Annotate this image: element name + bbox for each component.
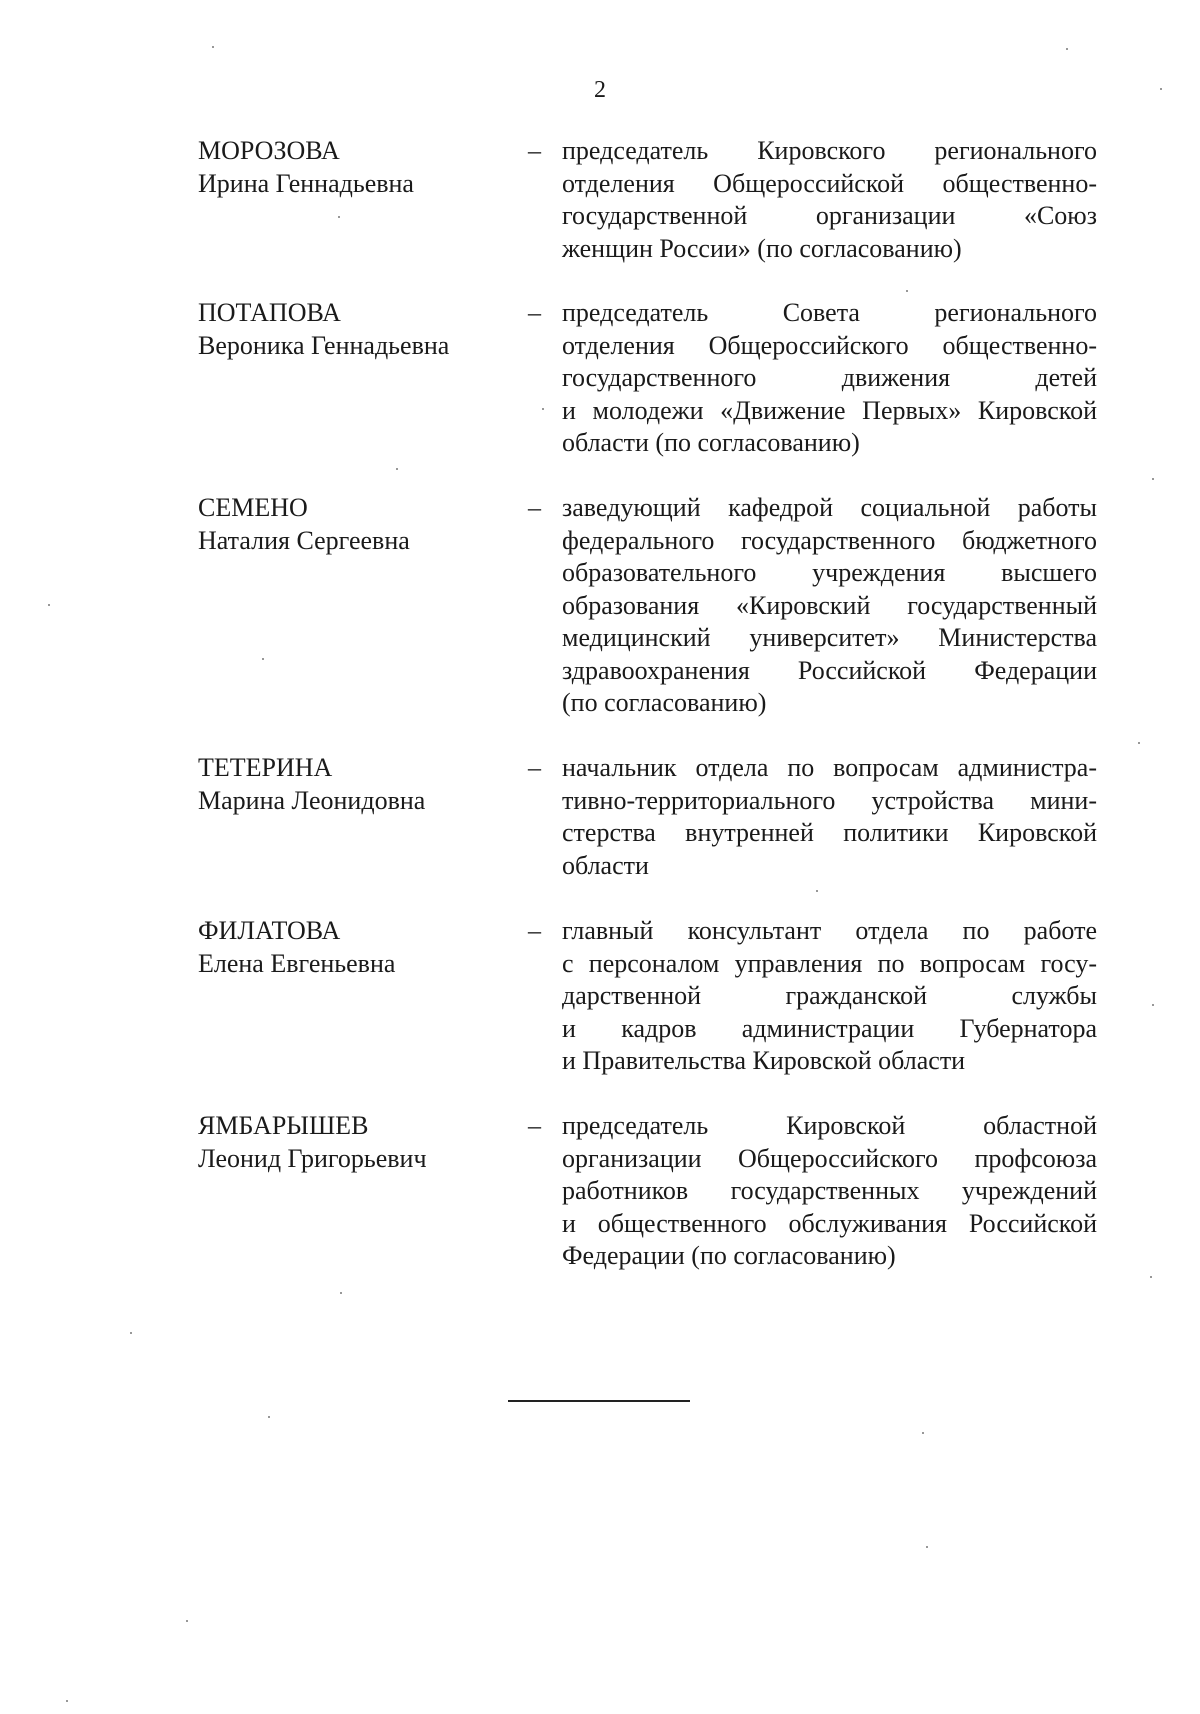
member-surname: ЯМБАРЫШЕВ xyxy=(198,1111,369,1140)
member-position xyxy=(562,492,1097,720)
scan-speck xyxy=(340,1292,342,1294)
member-name xyxy=(198,492,508,557)
member-given-names: Наталия Сергеевна xyxy=(198,525,410,555)
scan-speck xyxy=(262,658,264,660)
scan-speck xyxy=(66,1700,68,1702)
position-line: главный консультант отдела по работе xyxy=(562,916,1097,945)
position-line: женщин России» (по согласованию) xyxy=(562,233,962,263)
member-given-names: Леонид Григорьевич xyxy=(198,1143,427,1173)
position-line: с персоналом управления по вопросам госу- xyxy=(562,948,1097,978)
scan-speck xyxy=(186,1620,188,1622)
scan-speck xyxy=(338,216,340,218)
position-line: начальник отдела по вопросам администра- xyxy=(562,753,1097,782)
member-surname: ПОТАПОВА xyxy=(198,298,341,327)
scan-speck xyxy=(1152,1004,1154,1006)
position-line: (по согласованию) xyxy=(562,688,767,717)
position-line: председатель Кировской областной xyxy=(562,1111,1097,1140)
scan-speck xyxy=(542,408,544,410)
dash-separator: – xyxy=(528,1111,541,1140)
position-line: области (по согласованию) xyxy=(562,428,860,457)
member-name xyxy=(198,135,508,200)
scan-speck xyxy=(1160,88,1162,90)
position-line: государственного движения детей xyxy=(562,363,1097,392)
dash-separator: – xyxy=(528,493,541,522)
scan-speck xyxy=(926,1546,928,1548)
position-line: заведующий кафедрой социальной работы xyxy=(562,493,1097,522)
member-surname: СЕМЕНО xyxy=(198,493,308,522)
member-position xyxy=(562,752,1097,882)
member-position xyxy=(562,915,1097,1078)
scan-speck xyxy=(816,890,818,892)
scan-speck xyxy=(1066,48,1068,50)
member-name xyxy=(198,915,508,980)
position-line: Федерации (по согласованию) xyxy=(562,1241,896,1270)
member-given-names: Марина Леонидовна xyxy=(198,785,426,815)
member-surname: ФИЛАТОВА xyxy=(198,916,341,945)
position-line: и общественного обслуживания Российской xyxy=(562,1208,1097,1238)
scan-speck xyxy=(1152,478,1154,480)
dash-separator: – xyxy=(528,298,541,327)
member-name xyxy=(198,297,508,362)
position-line: и молодежи «Движение Первых» Кировской xyxy=(562,395,1097,425)
member-position xyxy=(562,1110,1097,1273)
scan-speck xyxy=(906,290,908,292)
member-name xyxy=(198,1110,508,1175)
position-line: дарственной гражданской службы xyxy=(562,981,1097,1010)
end-of-list-rule xyxy=(508,1400,690,1402)
position-line: государственной организации «Союз xyxy=(562,201,1097,230)
member-given-names: Ирина Геннадьевна xyxy=(198,168,414,198)
member-position xyxy=(562,297,1097,460)
scan-speck xyxy=(212,46,214,48)
position-line: председатель Кировского регионального xyxy=(562,136,1097,165)
position-line: отделения Общероссийского общественно- xyxy=(562,330,1097,360)
member-given-names: Елена Евгеньевна xyxy=(198,948,396,978)
position-line: области xyxy=(562,850,649,880)
member-given-names: Вероника Геннадьевна xyxy=(198,330,450,360)
position-line: здравоохранения Российской Федерации xyxy=(562,655,1097,685)
scan-speck xyxy=(922,1432,924,1434)
position-line: и Правительства Кировской области xyxy=(562,1046,966,1075)
position-line: образовательного учреждения высшего xyxy=(562,558,1097,587)
scan-speck xyxy=(1150,1276,1152,1278)
position-line: образования «Кировский государственный xyxy=(562,590,1097,620)
position-line: тивно-территориального устройства мини- xyxy=(562,785,1097,815)
member-surname: ТЕТЕРИНА xyxy=(198,753,333,782)
position-line: и кадров администрации Губернатора xyxy=(562,1013,1097,1043)
position-line: медицинский университет» Министерства xyxy=(562,623,1097,652)
member-name xyxy=(198,752,508,817)
scan-speck xyxy=(130,1332,132,1334)
scan-speck xyxy=(396,468,398,470)
position-line: стерства внутренней политики Кировской xyxy=(562,818,1097,847)
position-line: федерального государственного бюджетного xyxy=(562,525,1097,555)
dash-separator: – xyxy=(528,136,541,165)
dash-separator: – xyxy=(528,916,541,945)
member-surname: МОРОЗОВА xyxy=(198,136,340,165)
scan-speck xyxy=(48,604,50,606)
scan-speck xyxy=(1138,742,1140,744)
position-line: председатель Совета регионального xyxy=(562,298,1097,327)
dash-separator: – xyxy=(528,753,541,782)
member-position xyxy=(562,135,1097,265)
position-line: работников государственных учреждений xyxy=(562,1176,1097,1205)
scan-speck xyxy=(268,1416,270,1418)
position-line: организации Общероссийского профсоюза xyxy=(562,1143,1097,1173)
position-line: отделения Общероссийской общественно- xyxy=(562,168,1097,198)
page-number: 2 xyxy=(594,77,606,103)
